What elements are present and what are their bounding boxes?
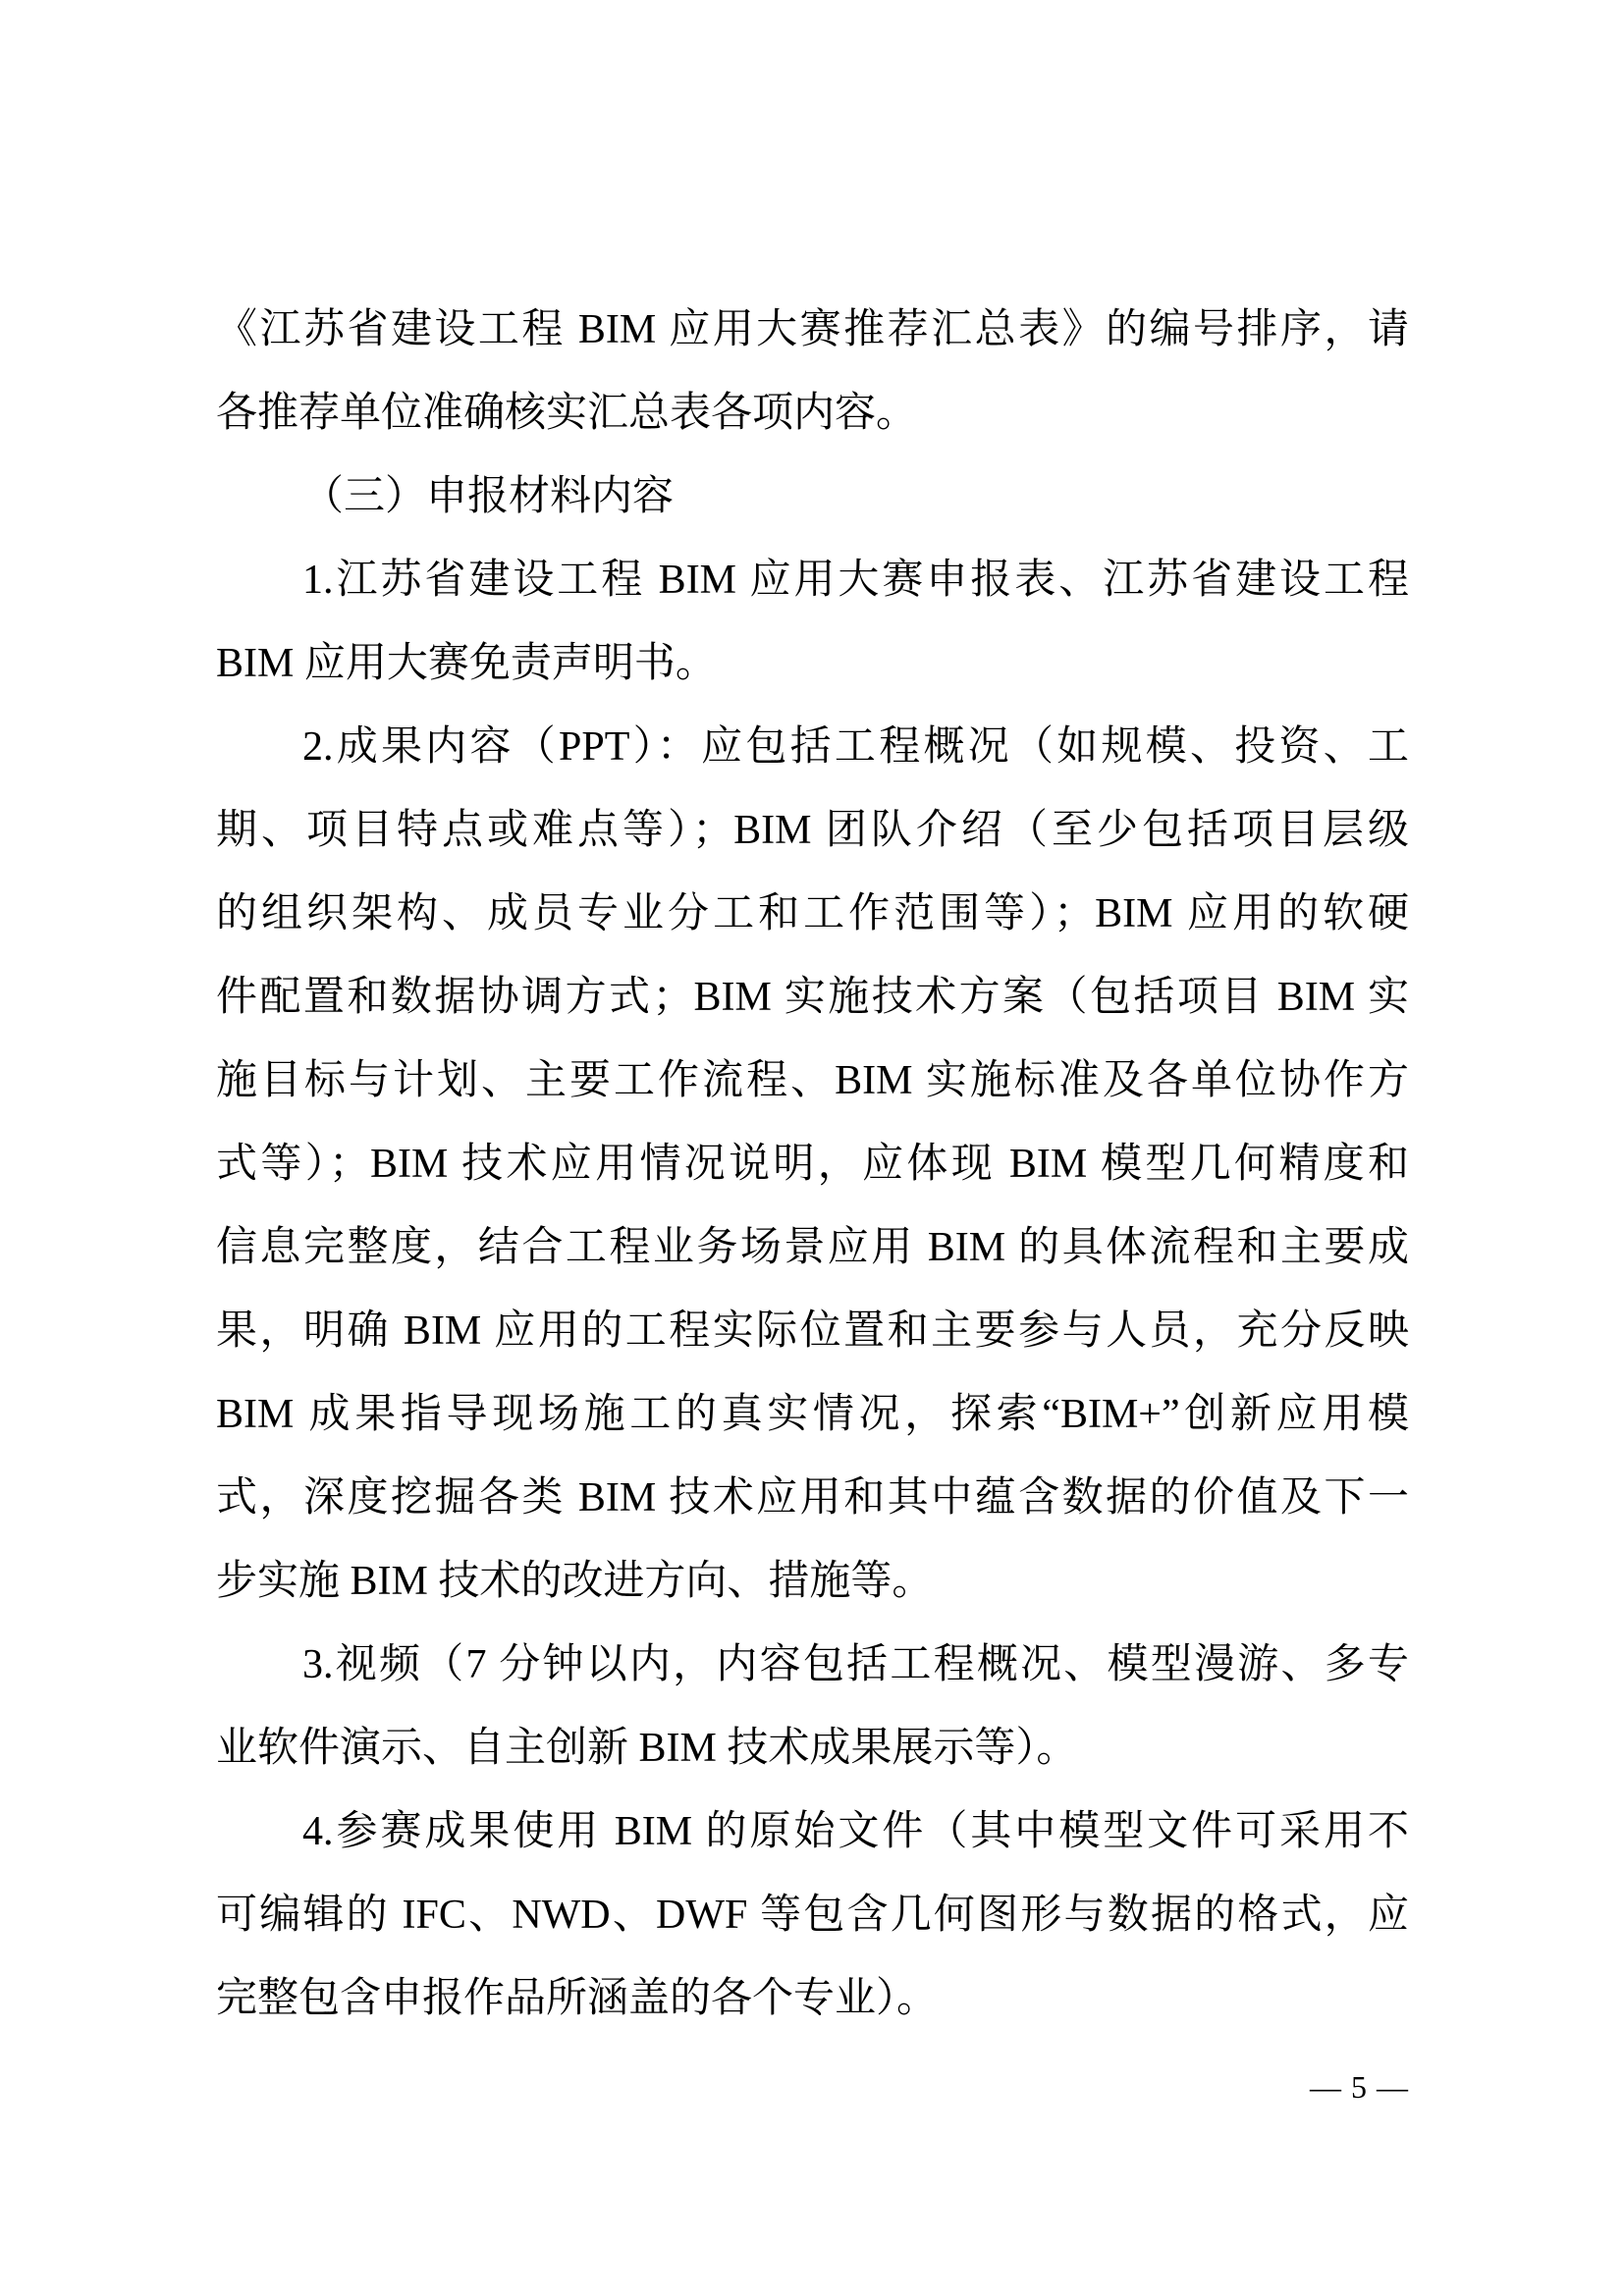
document-line: 的组织架构、成员专业分工和工作范围等）；BIM 应用的软硬 — [216, 891, 1409, 936]
document-line: BIM 成果指导现场施工的真实情况，探索“BIM+”创新应用模 — [216, 1392, 1409, 1437]
document-line: 信息完整度，结合工程业务场景应用 BIM 的具体流程和主要成 — [216, 1225, 1409, 1270]
document-line: （三）申报材料内容 — [302, 474, 675, 519]
document-line: 式，深度挖掘各类 BIM 技术应用和其中蕴含数据的价值及下一 — [216, 1475, 1409, 1521]
document-line: 果，明确 BIM 应用的工程实际位置和主要参与人员，充分反映 — [216, 1308, 1409, 1354]
document-line: 各推荐单位准确核实汇总表各项内容。 — [216, 391, 918, 436]
document-line: 业软件演示、自主创新 BIM 技术成果展示等）。 — [216, 1726, 1078, 1771]
document-line: 步实施 BIM 技术的改进方向、措施等。 — [216, 1559, 934, 1604]
document-line: 2.成果内容（PPT）：应包括工程概况（如规模、投资、工 — [302, 724, 1409, 770]
document-line: 施目标与计划、主要工作流程、BIM 实施标准及各单位协作方 — [216, 1058, 1409, 1103]
document-line: 4.参赛成果使用 BIM 的原始文件（其中模型文件可采用不 — [302, 1809, 1409, 1854]
document-line: 3.视频（7 分钟以内，内容包括工程概况、模型漫游、多专 — [302, 1642, 1409, 1687]
document-line: 完整包含申报作品所涵盖的各个专业）。 — [216, 1976, 939, 2021]
document-text-block — [216, 289, 1409, 2041]
page-number: — 5 — — [1310, 2069, 1409, 2105]
document-line: 1.江苏省建设工程 BIM 应用大赛申报表、江苏省建设工程 — [302, 558, 1409, 603]
document-line: BIM 应用大赛免责声明书。 — [216, 641, 717, 686]
document-line: 件配置和数据协调方式；BIM 实施技术方案（包括项目 BIM 实 — [216, 975, 1409, 1020]
document-line: 期、项目特点或难点等）；BIM 团队介绍（至少包括项目层级 — [216, 808, 1409, 853]
document-line: 式等）；BIM 技术应用情况说明，应体现 BIM 模型几何精度和 — [216, 1142, 1409, 1187]
document-line: 《江苏省建设工程 BIM 应用大赛推荐汇总表》的编号排序，请 — [216, 307, 1409, 352]
document-line: 可编辑的 IFC、NWD、DWF 等包含几何图形与数据的格式，应 — [216, 1893, 1409, 1938]
